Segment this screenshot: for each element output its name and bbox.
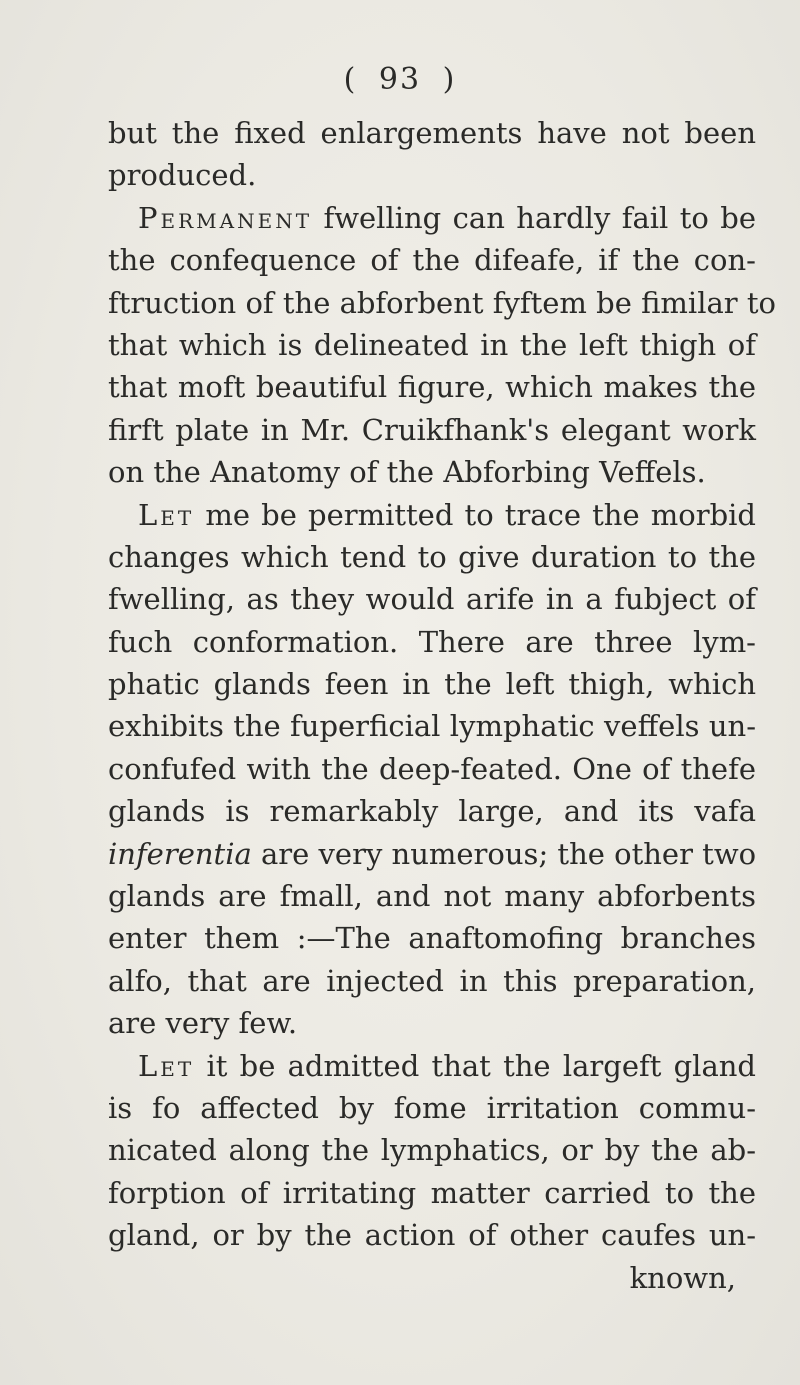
- text-line: forption of irritating matter carried to the: [108, 1175, 756, 1210]
- text-line: glands is remarkably large, and its vafa: [108, 794, 756, 829]
- text-line: glands are fmall, and not many abforbents: [108, 879, 756, 914]
- small-caps-lead: Let: [138, 497, 195, 532]
- text-line: nicated along the lymphatics, or by the ab-: [108, 1133, 756, 1168]
- text-line: inferentia are very numerous; the other two: [108, 836, 757, 871]
- text-line: are very few.: [108, 1006, 298, 1041]
- text-line: produced.: [108, 158, 257, 193]
- header-right-paren: ): [442, 62, 457, 97]
- text-line: but the fixed enlargements have not been: [108, 116, 756, 150]
- text-line: fwelling, as they would arife in a fubject of: [108, 582, 756, 617]
- text-line: on the Anatomy of the Abforbing Veffels.: [108, 455, 706, 490]
- text-line: changes which tend to give duration to the: [108, 539, 756, 574]
- text-line: exhibits the fuperficial lymphatic veffels un-: [108, 709, 756, 744]
- small-caps-lead: Let: [138, 1048, 195, 1083]
- text-line: ftruction of the abforbent fyftem be fimilar to: [108, 285, 776, 320]
- text-line: confufed with the deep-feated. One of thefe: [108, 751, 756, 786]
- body-text: [108, 112, 776, 1299]
- catchword: known,: [629, 1260, 736, 1295]
- text-line: fuch conformation. There are three lym-: [108, 624, 756, 659]
- text-line: the confequence of the difeafe, if the con-: [108, 243, 756, 278]
- text-line: that which is delineated in the left thigh of: [108, 327, 756, 362]
- text-line: gland, or by the action of other caufes un-: [108, 1218, 756, 1253]
- text-line: phatic glands feen in the left thigh, which: [108, 667, 756, 702]
- page-number: 93: [378, 62, 422, 97]
- text-line: that moft beautiful figure, which makes the: [108, 370, 756, 405]
- text-line: firft plate in Mr. Cruikfhank's elegant work: [108, 412, 756, 447]
- paragraph-start-line: Let me be permitted to trace the morbid: [138, 497, 756, 532]
- italic-term: inferentia: [108, 836, 252, 871]
- header-left-paren: (: [343, 62, 358, 97]
- paragraph-start-line: Let it be admitted that the largeft gland: [138, 1048, 756, 1083]
- paragraph-start-line: Permanent fwelling can hardly fail to be: [138, 200, 756, 235]
- page-header: [0, 62, 800, 97]
- small-caps-lead: Permanent: [138, 200, 313, 235]
- text-line: alfo, that are injected in this preparation,: [108, 963, 756, 998]
- text-line: is fo affected by fome irritation commu-: [108, 1090, 756, 1125]
- text-line: enter them :—The anaftomofing branches: [108, 921, 756, 956]
